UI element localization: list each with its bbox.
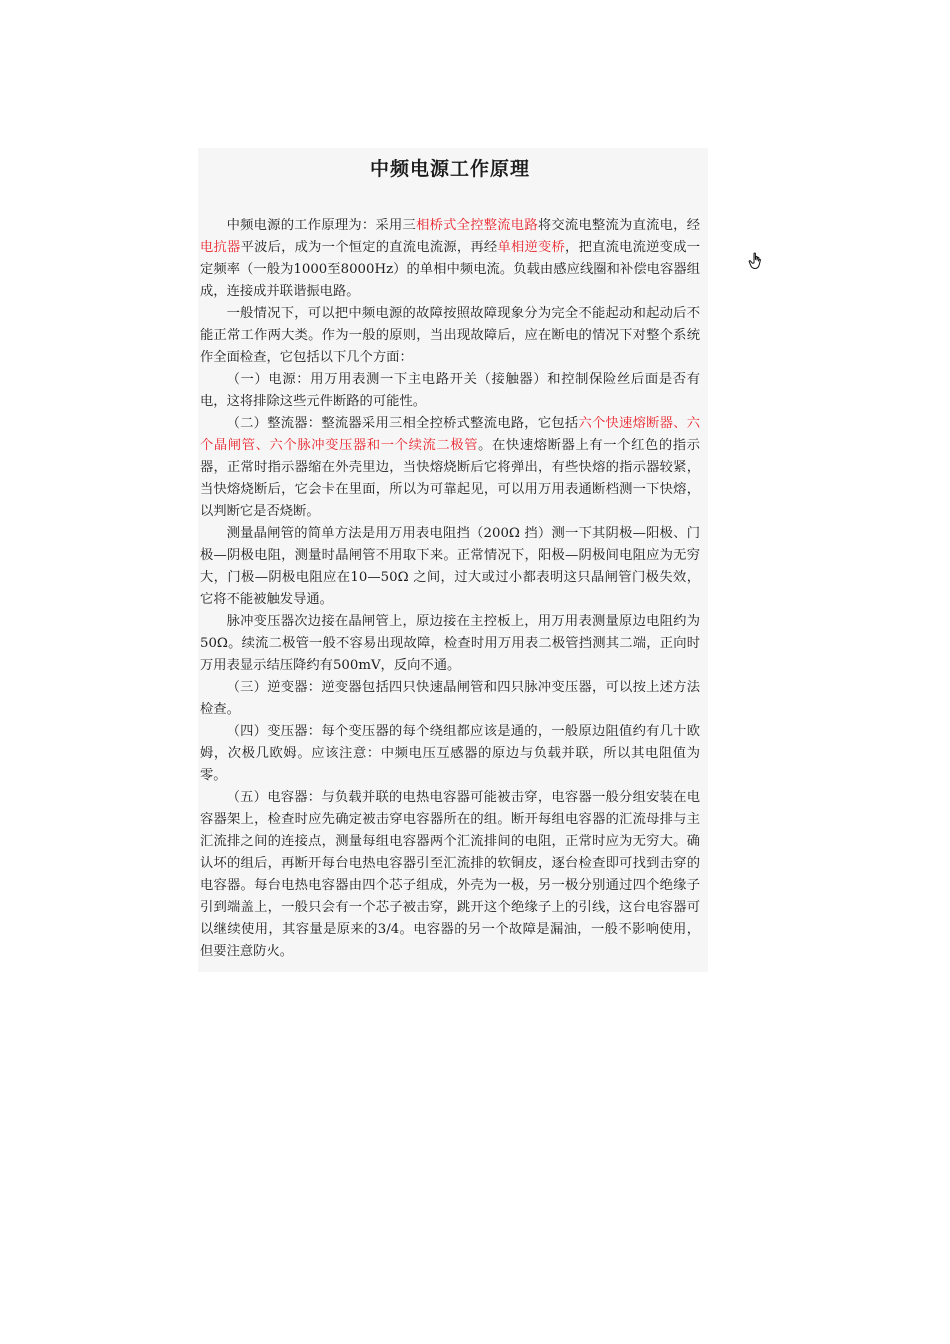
paragraph-text: 平波后，成为一个恒定的直流电流源，再经 (240, 240, 498, 255)
paragraph-text: ，把直流电流逆变成一定频率（一般为1000至8000Hz）的单相中频电流。负载由感应线圈和补偿电容器组成，连接成并联谐振电路。 (200, 240, 701, 299)
article-panel (198, 148, 708, 972)
paragraph-capacitor: （五）电容器：与负载并联的电热电容器可能被击穿，电容器一般分组安装在电容器架上，检查时应先确定被击穿电容器所在的组。断开每组电容器的汇流母排与主汇流排之间的连接点，测量每组电容器两个汇流排间的电阻，正常时应为无穷大。确认坏的组后，再断开每台电热电容器引至汇流排的软铜皮，逐台检查即可找到击穿的电容器。每台电热电容器由四个芯子组成，外壳为一极，另一极分别通过四个绝缘子引到端盖上，一般只会有一个芯子被击穿，跳开这个绝缘子上的引线，这台电容器可以继续使用，其容量是原来的3/4。电容器的另一个故障是漏油，一般不影响使用，但要注意防火。 (200, 790, 700, 959)
paragraph-text: （二）整流器：整流器采用三相全控桥式整流电路，它包括 (226, 416, 579, 431)
highlight-reactor: 电抗器 (200, 240, 241, 255)
article-title: 中频电源工作原理 (369, 158, 530, 180)
paragraph-fault-overview: 一般情况下，可以把中频电源的故障按照故障现象分为完全不能起动和起动后不能正常工作两大类。作为一般的原则，当出现故障后，应在断电的情况下对整个系统作全面检查，它包括以下几个方面： (200, 306, 700, 365)
paragraph-text: 将交流电整流为直流电，经 (537, 218, 701, 233)
highlight-inverter-bridge: 单相逆变桥 (497, 240, 566, 255)
highlight-rectifier-circuit: 相桥式全控整流电路 (416, 218, 538, 233)
hand-pointer-icon (748, 252, 764, 270)
paragraph-text: 中频电源的工作原理为：采用三 (226, 218, 417, 233)
paragraph-pulse-transformer: 脉冲变压器次边接在晶闸管上，原边接在主控板上，用万用表测量原边电阻约为50Ω。续流二极管一般不容易出现故障，检查时用万用表二极管挡测其二端，正向时万用表显示结压降约有500mV，反向不通。 (200, 614, 700, 673)
paragraph-rectifier (200, 413, 700, 523)
paragraph-thyristor-test: 测量晶闸管的简单方法是用万用表电阻挡（200Ω 挡）测一下其阴极—阳极、门极—阴极电阻，测量时晶闸管不用取下来。正常情况下，阳极—阴极间电阻应为无穷大，门极—阴极电阻应在10—50Ω 之间，过大或过小都表明这只晶闸管门极失效，它将不能被触发导通。 (200, 526, 700, 607)
paragraph-inverter: （三）逆变器：逆变器包括四只快速晶闸管和四只脉冲变压器，可以按上述方法检查。 (200, 680, 700, 717)
article-body (200, 215, 700, 963)
paragraph-text: 。在快速熔断器上有一个红色的指示器，正常时指示器缩在外壳里边，当快熔烧断后它将弹出，有些快熔的指示器较紧，当快熔烧断后，它会卡在里面，所以为可靠起见，可以用万用表通断档测一下快熔，以判断它是否烧断。 (200, 438, 701, 519)
paragraph-power-supply: （一）电源：用万用表测一下主电路开关（接触器）和控制保险丝后面是否有电，这将排除这些元件断路的可能性。 (200, 372, 700, 409)
paragraph-transformer: （四）变压器：每个变压器的每个绕组都应该是通的，一般原边阻值约有几十欧姆，次极几欧姆。应该注意：中频电压互感器的原边与负载并联，所以其电阻值为零。 (200, 724, 700, 783)
paragraph-principle (200, 215, 700, 303)
highlight-rectifier-components: 六个快速熔断器、六个晶闸管、六个脉冲变压器和一个续流二极管 (200, 416, 701, 453)
